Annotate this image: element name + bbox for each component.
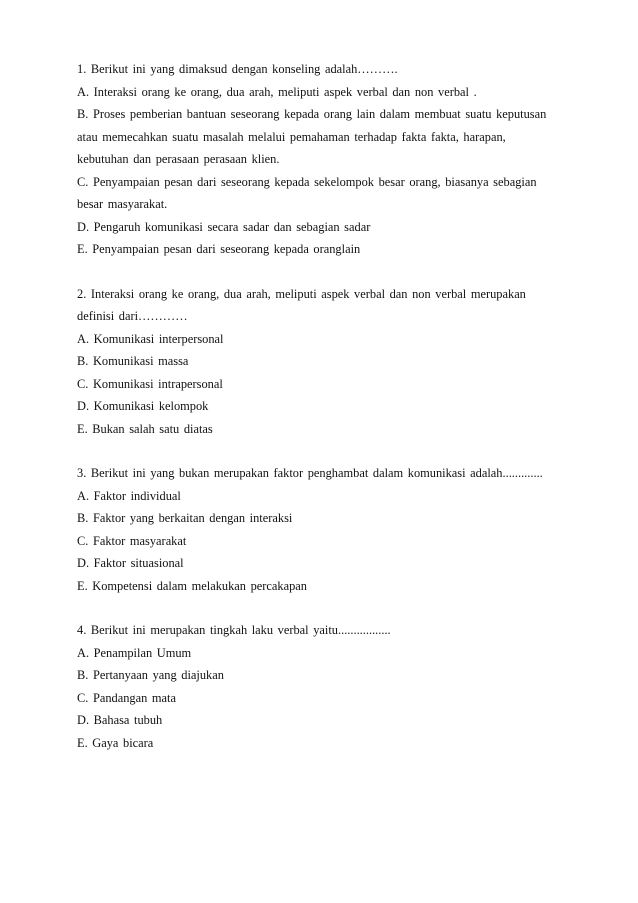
question-4-option-e: E. Gaya bicara [77, 735, 154, 750]
question-3 [77, 462, 567, 597]
question-1-option-b-line-3: kebutuhan dan perasaan perasaan klien. [77, 152, 280, 166]
question-4-option-c: C. Pandangan mata [77, 690, 177, 705]
question-1-option-d: D. Pengaruh komunikasi secara sadar dan sebagian sadar [77, 219, 371, 234]
question-3-option-d: D. Faktor situasional [77, 556, 184, 570]
question-4-option-d: D. Bahasa tubuh [77, 713, 163, 727]
question-3-stem-line-1: 3. Berikut ini yang bukan merupakan faktor penghambat dalam komunikasi adalah............. [77, 466, 543, 480]
question-3-option-a: A. Faktor individual [77, 488, 181, 503]
question-4-option-b: B. Pertanyaan yang diajukan [77, 668, 224, 682]
question-spacer [77, 440, 567, 462]
question-2-option-c: C. Komunikasi intrapersonal [77, 376, 223, 391]
question-1-stem-line-1: 1. Berikut ini yang dimaksud dengan konseling adalah………. [77, 62, 398, 76]
question-3-option-e: E. Kompetensi dalam melakukan percakapan [77, 578, 307, 593]
question-4 [77, 619, 567, 754]
question-1-option-c-line-1: C. Penyampaian pesan dari seseorang kepada sekelompok besar orang, biasanya sebagian [77, 174, 537, 189]
question-4-option-a: A. Penampilan Umum [77, 645, 192, 660]
question-1 [77, 58, 567, 261]
question-spacer [77, 261, 567, 283]
question-2-option-a: A. Komunikasi interpersonal [77, 331, 224, 346]
question-2-option-d: D. Komunikasi kelompok [77, 399, 209, 413]
question-4-stem-line-1: 4. Berikut ini merupakan tingkah laku verbal yaitu................. [77, 623, 391, 637]
question-1-option-a: A. Interaksi orang ke orang, dua arah, meliputi aspek verbal dan non verbal . [77, 84, 477, 99]
question-1-option-b-line-2: atau memecahkan suatu masalah melalui pemahaman terhadap fakta fakta, harapan, [77, 129, 506, 144]
question-3-option-c: C. Faktor masyarakat [77, 533, 187, 548]
question-1-option-c-line-2: besar masyarakat. [77, 197, 168, 211]
question-spacer [77, 597, 567, 619]
question-2-stem-line-2: definisi dari………… [77, 309, 188, 323]
question-3-option-b: B. Faktor yang berkaitan dengan interaksi [77, 511, 293, 525]
question-1-option-b-line-1: B. Proses pemberian bantuan seseorang kepada orang lain dalam membuat suatu keputusan [77, 107, 547, 121]
question-2-option-b: B. Komunikasi massa [77, 354, 189, 368]
question-2 [77, 283, 567, 441]
question-2-option-e: E. Bukan salah satu diatas [77, 421, 213, 436]
question-1-option-e: E. Penyampaian pesan dari seseorang kepada oranglain [77, 242, 361, 256]
question-2-stem-line-1: 2. Interaksi orang ke orang, dua arah, meliputi aspek verbal dan non verbal merupakan [77, 286, 526, 301]
question-list [77, 58, 567, 754]
